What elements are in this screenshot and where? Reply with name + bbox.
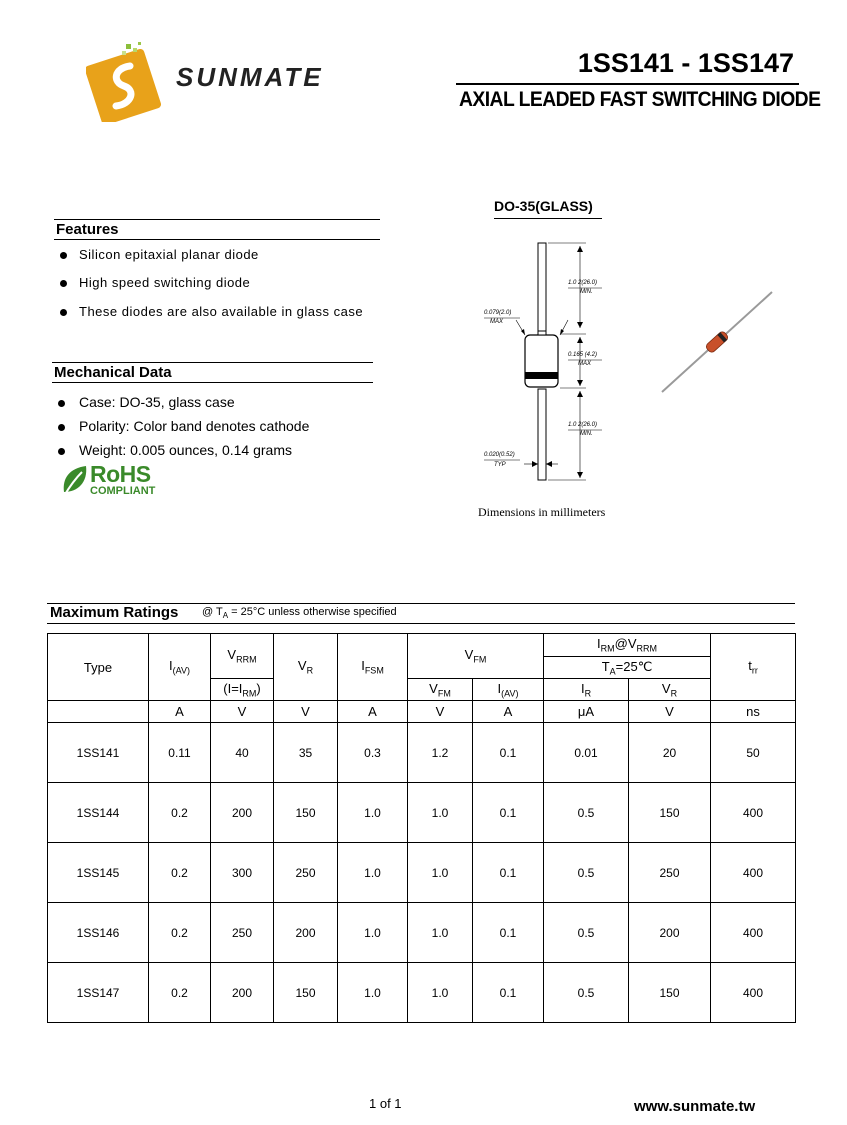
feature-item: These diodes are also available in glass case bbox=[60, 304, 363, 319]
dim-lead-dia-sub: TYP bbox=[494, 462, 506, 468]
page-number: 1 of 1 bbox=[369, 1096, 402, 1111]
value-cell: 0.5 bbox=[544, 963, 629, 1023]
dim-body-dia-sub: MAX bbox=[490, 319, 504, 325]
unit-cell: V bbox=[211, 701, 274, 723]
title-rule bbox=[456, 83, 799, 85]
leaf-icon bbox=[60, 464, 90, 498]
value-cell: 0.2 bbox=[149, 903, 211, 963]
product-subtitle: AXIAL LEADED FAST SWITCHING DIODE bbox=[459, 88, 821, 111]
header-vrrm: $V_{RRM}$ bbox=[211, 634, 274, 679]
value-cell: 0.01 bbox=[544, 723, 629, 783]
value-cell: 1.0 bbox=[338, 963, 408, 1023]
value-cell: 1.2 bbox=[408, 723, 473, 783]
value-cell: 0.2 bbox=[149, 843, 211, 903]
value-cell: 150 bbox=[274, 963, 338, 1023]
value-cell: 0.2 bbox=[149, 783, 211, 843]
header-ifsm: $I_{FSM}$ bbox=[338, 634, 408, 701]
header-irm-vrrm: $I_{RM}@V_{RRM}$ bbox=[544, 634, 711, 657]
header-ta: $T_A=25℃$ bbox=[544, 657, 711, 679]
value-cell: 1.0 bbox=[408, 903, 473, 963]
ratings-table bbox=[47, 633, 796, 1023]
dim-body-len-sub: MAX bbox=[578, 361, 592, 367]
units-row bbox=[48, 701, 796, 723]
diode-photo bbox=[656, 286, 778, 398]
unit-cell: V bbox=[629, 701, 711, 723]
bullet-icon bbox=[58, 448, 65, 455]
value-cell: 0.5 bbox=[544, 843, 629, 903]
package-title-rule bbox=[494, 218, 602, 219]
value-cell: 0.1 bbox=[473, 783, 544, 843]
value-cell: 1.0 bbox=[338, 843, 408, 903]
ratings-title: Maximum Ratings bbox=[50, 604, 179, 621]
value-cell: 1.0 bbox=[408, 843, 473, 903]
value-cell: 400 bbox=[711, 783, 796, 843]
bullet-icon bbox=[58, 424, 65, 431]
table-row bbox=[48, 843, 796, 903]
part-title: 1SS141 - 1SS147 bbox=[577, 48, 794, 78]
value-cell: 200 bbox=[211, 783, 274, 843]
unit-cell: ns bbox=[711, 701, 796, 723]
part-number-cell: 1SS144 bbox=[48, 783, 149, 843]
table-row bbox=[48, 903, 796, 963]
mech-item: Weight: 0.005 ounces, 0.14 grams bbox=[58, 442, 292, 458]
part-number-cell: 1SS147 bbox=[48, 963, 149, 1023]
dim-lead-bot-sub: MIN. bbox=[580, 431, 593, 437]
dimensions-caption: Dimensions in millimeters bbox=[478, 505, 606, 519]
features-bottom-rule bbox=[54, 239, 380, 240]
dim-lead-bot: 1.0 2(26.0) bbox=[568, 422, 598, 428]
value-cell: 150 bbox=[274, 783, 338, 843]
mech-item: Case: DO-35, glass case bbox=[58, 394, 235, 410]
header-ir: $I_R$ bbox=[544, 679, 629, 701]
value-cell: 250 bbox=[629, 843, 711, 903]
website-url: www.sunmate.tw bbox=[634, 1098, 756, 1115]
header-iav2: $I_{(AV)}$ bbox=[473, 679, 544, 701]
mech-top-rule bbox=[52, 362, 373, 363]
table-row bbox=[48, 783, 796, 843]
value-cell: 150 bbox=[629, 783, 711, 843]
value-cell: 50 bbox=[711, 723, 796, 783]
header-vfm: $V_{FM}$ bbox=[408, 634, 544, 679]
unit-cell: A bbox=[473, 701, 544, 723]
dim-body-len: 0.165 (4.2) bbox=[568, 352, 598, 358]
package-title: DO-35(GLASS) bbox=[494, 198, 593, 214]
value-cell: 0.1 bbox=[473, 963, 544, 1023]
sunmate-logo-icon bbox=[86, 42, 176, 122]
value-cell: 0.1 bbox=[473, 723, 544, 783]
dim-lead-top-sub: MIN. bbox=[580, 289, 593, 295]
rohs-label: RoHS bbox=[90, 461, 151, 487]
header-vr2: $V_R$ bbox=[629, 679, 711, 701]
value-cell: 200 bbox=[629, 903, 711, 963]
bullet-icon bbox=[60, 309, 67, 316]
header-type: Type bbox=[48, 634, 149, 701]
value-cell: 400 bbox=[711, 843, 796, 903]
value-cell: 250 bbox=[211, 903, 274, 963]
ratings-sub-rule bbox=[47, 623, 795, 624]
unit-cell: μA bbox=[544, 701, 629, 723]
value-cell: 1.0 bbox=[338, 783, 408, 843]
feature-item: High speed switching diode bbox=[60, 275, 250, 290]
ratings-condition: @ $T_A = 25^\circ C$ unless otherwise specified bbox=[202, 606, 397, 621]
value-cell: 200 bbox=[274, 903, 338, 963]
part-number-cell: 1SS141 bbox=[48, 723, 149, 783]
bullet-icon bbox=[60, 280, 67, 287]
unit-cell: A bbox=[338, 701, 408, 723]
value-cell: 0.1 bbox=[473, 843, 544, 903]
value-cell: 1.0 bbox=[338, 903, 408, 963]
dim-body-dia: 0.079(2.0) bbox=[484, 310, 512, 316]
value-cell: 200 bbox=[211, 963, 274, 1023]
table-row bbox=[48, 963, 796, 1023]
header-vr: $V_R$ bbox=[274, 634, 338, 701]
brand-name: SUNMATE bbox=[176, 62, 324, 92]
value-cell: 1.0 bbox=[408, 783, 473, 843]
value-cell: 0.5 bbox=[544, 783, 629, 843]
value-cell: 20 bbox=[629, 723, 711, 783]
value-cell: 400 bbox=[711, 903, 796, 963]
value-cell: 35 bbox=[274, 723, 338, 783]
value-cell: 300 bbox=[211, 843, 274, 903]
dim-lead-top: 1.0 2(26.0) bbox=[568, 280, 598, 286]
header-trr: $t_{rr}$ bbox=[711, 634, 796, 701]
value-cell: 400 bbox=[711, 963, 796, 1023]
package-outline-diagram bbox=[476, 236, 616, 488]
bullet-icon bbox=[58, 400, 65, 407]
unit-cell: V bbox=[274, 701, 338, 723]
value-cell: 150 bbox=[629, 963, 711, 1023]
unit-cell: V bbox=[408, 701, 473, 723]
value-cell: 0.3 bbox=[338, 723, 408, 783]
header-iav: $I_{(AV)}$ bbox=[149, 634, 211, 701]
unit-cell: A bbox=[149, 701, 211, 723]
features-top-rule bbox=[54, 219, 380, 220]
mech-bottom-rule bbox=[52, 382, 373, 383]
mech-item: Polarity: Color band denotes cathode bbox=[58, 418, 309, 434]
mechanical-title: Mechanical Data bbox=[54, 364, 172, 381]
feature-item: Silicon epitaxial planar diode bbox=[60, 247, 259, 262]
part-number-cell: 1SS146 bbox=[48, 903, 149, 963]
part-number-cell: 1SS145 bbox=[48, 843, 149, 903]
features-title: Features bbox=[56, 221, 119, 238]
value-cell: 40 bbox=[211, 723, 274, 783]
dim-lead-dia: 0.020(0.52) bbox=[484, 452, 515, 458]
value-cell: 1.0 bbox=[408, 963, 473, 1023]
header-vfm2: $V_{FM}$ bbox=[408, 679, 473, 701]
value-cell: 0.1 bbox=[473, 903, 544, 963]
bullet-icon bbox=[60, 252, 67, 259]
table-row bbox=[48, 723, 796, 783]
value-cell: 0.2 bbox=[149, 963, 211, 1023]
rohs-compliant: COMPLIANT bbox=[90, 485, 156, 497]
value-cell: 0.5 bbox=[544, 903, 629, 963]
header-i-irm: $(I=I_{RM})$ bbox=[211, 679, 274, 701]
value-cell: 250 bbox=[274, 843, 338, 903]
value-cell: 0.11 bbox=[149, 723, 211, 783]
